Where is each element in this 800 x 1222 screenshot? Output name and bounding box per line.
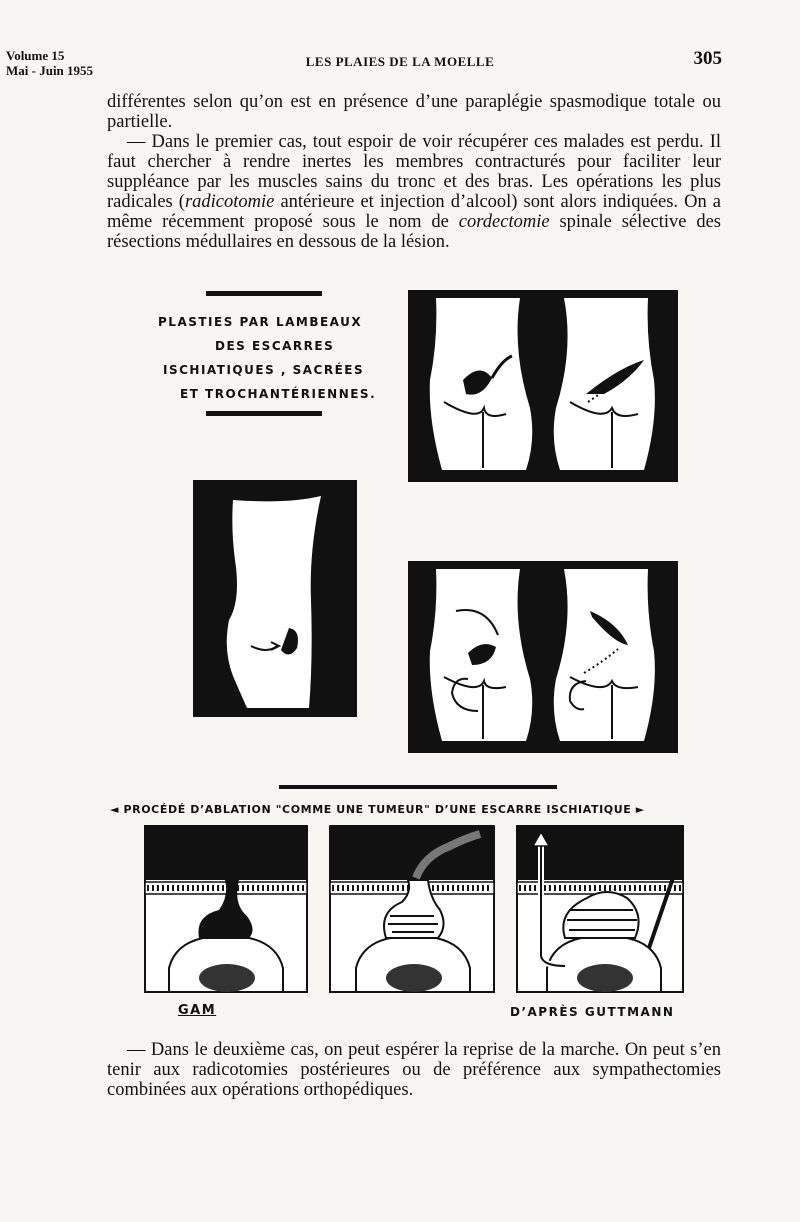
figure2-caption: ◄ PROCÉDÉ D’ABLATION "COMME UNE TUMEUR" D’UNE ESCARRE ISCHIATIQUE ► — [110, 803, 645, 816]
illustration-sacral-flap — [408, 290, 678, 482]
artist-signature: GAM — [178, 1003, 217, 1018]
paragraph-second-case: — Dans le deuxième cas, on peut espérer la reprise de la marche. On peut s’en tenir aux radicotomies postérieures ou de préférence aux sympathectomies combinées aux opérations orthopédiques. — [107, 1040, 721, 1100]
illustration-trochanteric-flap — [193, 480, 357, 717]
illustration-ablation-step-3 — [517, 826, 683, 992]
emphasis-radicotomie: radicotomie — [184, 192, 275, 212]
running-title: LES PLAIES DE LA MOELLE — [305, 54, 495, 69]
paragraph-first-case — [107, 132, 721, 252]
figure1-caption-line4: ET TROCHANTÉRIENNES. — [180, 387, 377, 401]
body-text-bottom — [107, 1040, 721, 1100]
page-number: 305 — [693, 48, 722, 69]
text-span: spinale sélective des résections médullaires en dessous de la lésion. — [107, 212, 721, 252]
text-span: — Dans le premier cas, tout espoir de voir récupérer ces malades est perdu. Il faut chercher à rendre inertes les membres contracturés pour faciliter leur suppléance par les muscles sains du tronc et des bras. Les opérations les plus radicales ( — [107, 132, 721, 212]
body-text-top — [107, 92, 721, 252]
emphasis-cordectomie: cordectomie — [458, 212, 550, 232]
figure1-caption-line3: ISCHIATIQUES , SACRÉES — [163, 363, 365, 377]
illustration-ablation-step-1 — [145, 826, 307, 992]
figure2-credit: D’APRÈS GUTTMANN — [510, 1005, 675, 1019]
volume-label: Volume 15 — [6, 48, 65, 63]
text-span: antérieure et injection d’alcool) sont alors indiquées. On a même récemment proposé sous le nom de — [107, 192, 721, 232]
figure1-caption-line2: DES ESCARRES — [215, 339, 335, 353]
illustration-ischiatic-flap — [408, 561, 678, 753]
illustration-ablation-step-2 — [330, 826, 494, 992]
caption-rule-bottom — [206, 411, 322, 416]
figure2-rule — [279, 785, 557, 789]
figure1-caption-line1: PLASTIES PAR LAMBEAUX — [158, 315, 363, 329]
issue-label: Mai - Juin 1955 — [6, 63, 94, 78]
paragraph-continuation: différentes selon qu’on est en présence d’une paraplégie spasmodique totale ou partielle. — [107, 92, 721, 132]
caption-rule-top — [206, 291, 322, 296]
